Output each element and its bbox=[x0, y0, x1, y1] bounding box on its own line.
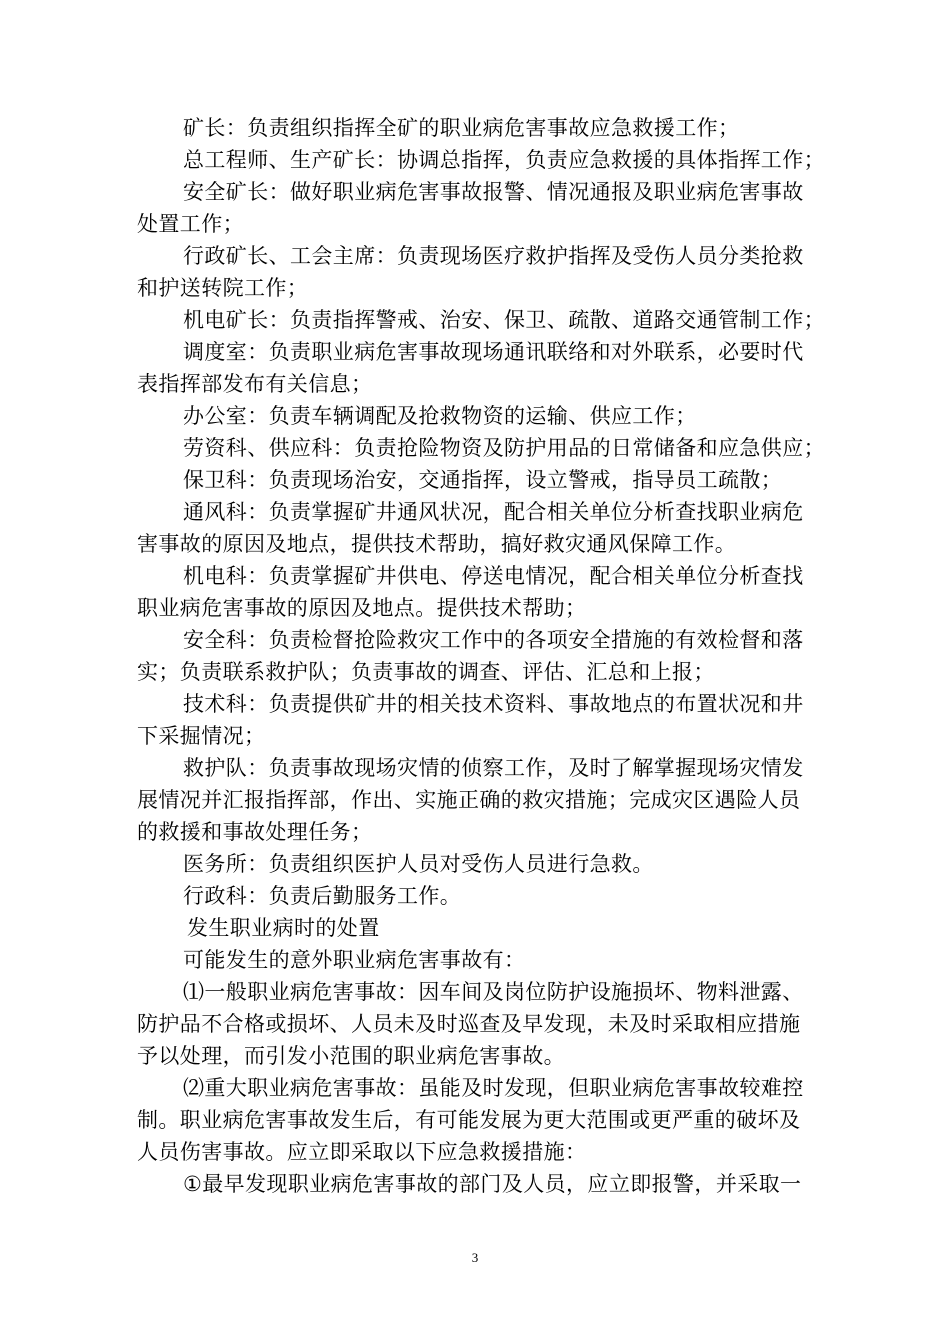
text-line: 职业病危害事故的原因及地点。提供技术帮助； bbox=[137, 596, 587, 620]
text-line: ①最早发现职业病危害事故的部门及人员，应立即报警，并采取一 bbox=[183, 1172, 802, 1196]
text-line: 行政科：负责后勤服务工作。 bbox=[183, 884, 462, 908]
text-line: ⑵重大职业病危害事故：虽能及时发现，但职业病危害事故较难控 bbox=[183, 1076, 804, 1100]
text-line: 制。职业病危害事故发生后，有可能发展为更大范围或更严重的破坏及 bbox=[137, 1108, 801, 1132]
text-line: 矿长：负责组织指挥全矿的职业病危害事故应急救援工作； bbox=[183, 116, 740, 140]
text-line: 下采掘情况； bbox=[137, 724, 266, 748]
text-line: 机电科：负责掌握矿井供电、停送电情况，配合相关单位分析查找 bbox=[183, 564, 804, 588]
text-line: 医务所：负责组织医护人员对受伤人员进行急救。 bbox=[183, 852, 654, 876]
text-line: 救护队：负责事故现场灾情的侦察工作，及时了解掌握现场灾情发 bbox=[183, 756, 804, 780]
text-line: 人员伤害事故。应立即采取以下应急救援措施： bbox=[137, 1140, 587, 1164]
text-line: 总工程师、生产矿长：协调总指挥，负责应急救援的具体指挥工作； bbox=[183, 148, 825, 172]
text-line: 办公室：负责车辆调配及抢救物资的运输、供应工作； bbox=[183, 404, 697, 428]
text-line: 和护送转院工作； bbox=[137, 276, 309, 300]
text-line: ⑴一般职业病危害事故：因车间及岗位防护设施损坏、物料泄露、 bbox=[183, 980, 804, 1004]
text-line: 展情况并汇报指挥部，作出、实施正确的救灾措施；完成灾区遇险人员 bbox=[137, 788, 801, 812]
text-line: 害事故的原因及地点，提供技术帮助，搞好救灾通风保障工作。 bbox=[137, 532, 737, 556]
page-number: 3 bbox=[471, 1250, 479, 1265]
text-line: 的救援和事故处理任务； bbox=[137, 820, 373, 844]
text-line: 予以处理，而引发小范围的职业病危害事故。 bbox=[137, 1044, 565, 1068]
text-line: 可能发生的意外职业病危害事故有： bbox=[183, 948, 526, 972]
text-line: 劳资科、供应科：负责抢险物资及防护用品的日常储备和应急供应； bbox=[183, 436, 825, 460]
text-line: 技术科：负责提供矿井的相关技术资料、事故地点的布置状况和井 bbox=[183, 692, 804, 716]
text-line: 保卫科：负责现场治安，交通指挥，设立警戒，指导员工疏散； bbox=[183, 468, 783, 492]
text-line: 防护品不合格或损坏、人员未及时巡查及早发现，未及时采取相应措施 bbox=[137, 1012, 801, 1036]
text-line: 行政矿长、工会主席：负责现场医疗救护指挥及受伤人员分类抢救 bbox=[183, 244, 804, 268]
text-line: 安全科：负责检督抢险救灾工作中的各项安全措施的有效检督和落 bbox=[183, 628, 804, 652]
text-line: 表指挥部发布有关信息； bbox=[137, 372, 373, 396]
text-line: 通风科：负责掌握矿井通风状况，配合相关单位分析查找职业病危 bbox=[183, 500, 804, 524]
text-line: 调度室：负责职业病危害事故现场通讯联络和对外联系，必要时代 bbox=[183, 340, 804, 364]
text-line: 机电矿长：负责指挥警戒、治安、保卫、疏散、道路交通管制工作； bbox=[183, 308, 825, 332]
section-heading: 发生职业病时的处置 bbox=[187, 916, 380, 940]
text-line: 处置工作； bbox=[137, 212, 244, 236]
text-line: 安全矿长：做好职业病危害事故报警、情况通报及职业病危害事故 bbox=[183, 180, 804, 204]
text-line: 实；负责联系救护队；负责事故的调查、评估、汇总和上报； bbox=[137, 660, 715, 684]
